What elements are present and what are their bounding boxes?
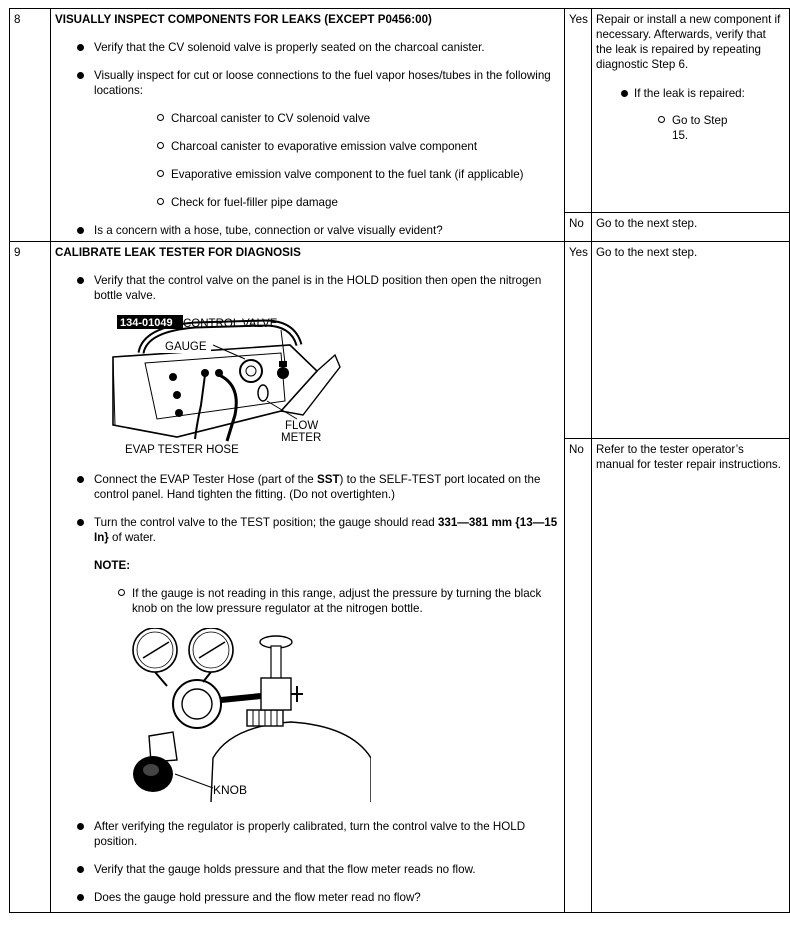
tester-port [169, 373, 177, 381]
meter-label: METER [281, 432, 322, 444]
sst-label: SST [316, 473, 340, 486]
step-8-no-action: Go to the next step. [592, 213, 790, 242]
step-9-bullets-b [55, 472, 560, 545]
knob-label: KNOB [213, 783, 248, 797]
pressure-spec: 331—381 mm {13—15 In} [94, 516, 558, 544]
step-8-title: VISUALLY INSPECT COMPONENTS FOR LEAKS (EXCEPT P0456:00) [55, 13, 432, 26]
step-8-sub-item: Check for fuel-filler pipe damage [94, 195, 560, 210]
step-8-bullets [55, 40, 560, 238]
step-9-bullet-5: Verify that the gauge holds pressure and that the flow meter reads no flow. [55, 862, 560, 877]
step-8-bullet-2-text: Visually inspect for cut or loose connections to the fuel vapor hoses/tubes in the following locations: [94, 69, 551, 97]
step-8-yes-label: Yes [565, 9, 592, 213]
evap-hose-label: EVAP TESTER HOSE [125, 444, 239, 455]
step-8-yes-action [592, 9, 790, 213]
tester-port [175, 409, 183, 417]
step-9-bullet-4: After verifying the regulator is properly calibrated, turn the control valve to the HOLD position. [55, 819, 560, 849]
step-9-yes-label: Yes [565, 242, 592, 439]
step-9-bullets-a [55, 273, 560, 303]
regulator-center [182, 689, 212, 719]
control-valve-knob [277, 367, 289, 379]
step-9-bullet-2 [55, 472, 560, 502]
step-9-number: 9 [10, 242, 51, 913]
step-8-content [51, 9, 565, 242]
knob-highlight [143, 764, 159, 776]
control-valve-stem [279, 361, 287, 367]
step-9-bullet-3 [55, 515, 560, 545]
step-8-number: 8 [10, 9, 51, 242]
leak-tester-illustration [85, 315, 365, 455]
step-9-title: CALIBRATE LEAK TESTER FOR DIAGNOSIS [55, 246, 301, 259]
tester-gauge [240, 360, 262, 382]
step-9-bullet-3-b: of water. [108, 531, 156, 544]
figure-id-label: 134-01049 [120, 317, 173, 329]
step-8-sub-item: Charcoal canister to evaporative emission valve component [94, 139, 560, 154]
step-9-bullet-6: Does the gauge hold pressure and the flow meter read no flow? [55, 890, 560, 905]
note-item: If the gauge is not reading in this range, adjust the pressure by turning the black knob on the low pressure regulator at the nitrogen bottle. [55, 586, 560, 616]
step-8-bullet-2 [55, 68, 560, 210]
step-9-bullet-1: Verify that the control valve on the panel is in the HOLD position then open the nitrogen bottle valve. [55, 273, 560, 303]
step-9-bullet-2-a: Connect the EVAP Tester Hose (part of the [94, 473, 317, 486]
step-9-no-label: No [565, 439, 592, 913]
gauge-label: GAUGE [165, 341, 207, 353]
leak-tester-figure [85, 315, 560, 459]
step-8-yes-text: Repair or install a new component if necessary. Afterwards, verify that the leak is repaired by repeating diagnostic Step 6. [596, 13, 781, 71]
step-9-no-action: Refer to the tester operator’s manual for tester repair instructions. [592, 439, 790, 913]
regulator-connector [221, 696, 261, 700]
step-9-bullet-2-b: ) to the SELF-TEST port located on the control panel. Hand tighten the fitting. (Do not overtighten.) [94, 473, 541, 501]
step-8-sub-item: Evaporative emission valve component to the fuel tank (if applicable) [94, 167, 560, 182]
step-8-no-label: No [565, 213, 592, 242]
knob-leader [175, 774, 213, 788]
control-valve-label: CONTROL VALVE [183, 318, 278, 330]
flow-label: FLOW [285, 420, 319, 432]
tester-port [173, 391, 181, 399]
regulator-illustration [121, 628, 371, 802]
step-8-bullet-3: Is a concern with a hose, tube, connection or valve visually evident? [55, 223, 560, 238]
step-9-bullet-3-a: Turn the control valve to the TEST position; the gauge should read [94, 516, 438, 529]
step-8-sub-item: Charcoal canister to CV solenoid valve [94, 111, 560, 126]
diagnostic-procedure-table [9, 8, 790, 913]
step-9-bullets-c [55, 819, 560, 905]
step-8-sublist [94, 111, 560, 210]
note-label: NOTE: [94, 559, 131, 572]
valve-body [261, 678, 291, 710]
step-8-bullet-1: Verify that the CV solenoid valve is properly seated on the charcoal canister. [55, 40, 560, 55]
step-8-yes-bullet: If the leak is repaired: [596, 86, 785, 101]
step-8-yes-sub: Go to Step 15. [596, 113, 785, 143]
note-sublist [55, 586, 560, 616]
step-9-yes-action: Go to the next step. [592, 242, 790, 439]
valve-outlet [291, 686, 303, 702]
step-9-content [51, 242, 565, 913]
regulator-figure [121, 628, 560, 806]
